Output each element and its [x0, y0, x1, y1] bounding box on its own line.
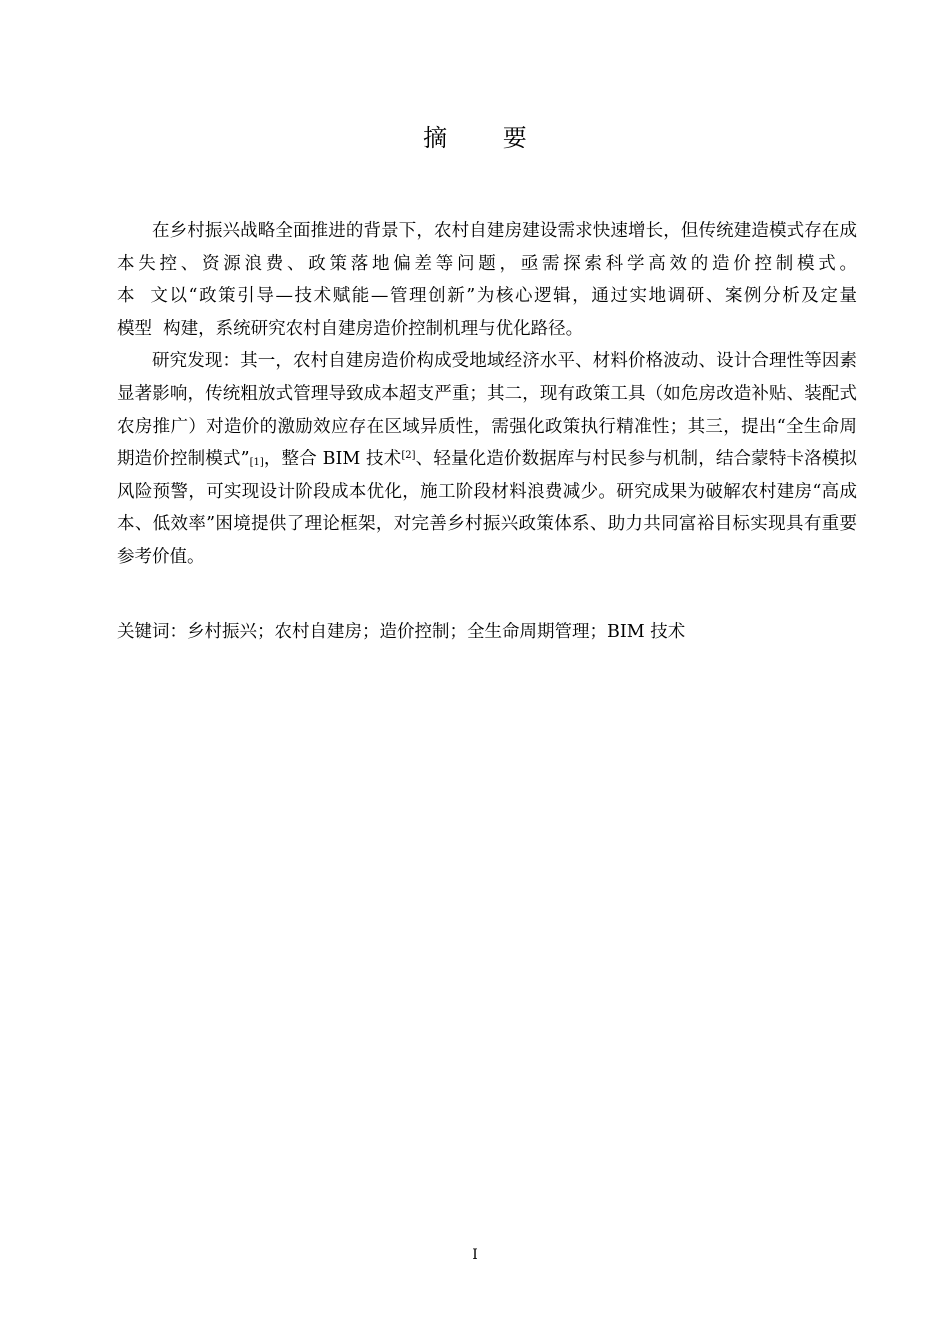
abstract-paragraph-1	[117, 215, 857, 345]
paragraph-line: 研究成果为破解农村建房“高成本、低效率”困境提供了理论框架，对完善乡村振兴政策体	[117, 481, 857, 535]
keywords-label: 关键词：	[117, 622, 187, 642]
citation-ref-2: [2]	[401, 450, 416, 462]
paragraph-line: ，整合 BIM 技术	[263, 449, 402, 470]
paragraph-line: 补贴、装配式农房推广）对造价的激励效应存在区域异质性，需强化政策执行精准性；其	[117, 383, 858, 437]
paragraph-line: 、轻量化造价数据库与村民参与	[415, 449, 663, 470]
paragraph-line: 等因素显著影响，传统粗放式管理导致成本超支严重；其二，现有政策工具（如危房改造	[117, 351, 858, 404]
paragraph-line: 机制，结合蒙特卡洛模拟风险预警，可实现设计阶段成本优化，施工阶段材料浪费减少。	[117, 449, 857, 502]
paragraph-line: 研究发现：其一，农村自建房造价构成受地域经济水平、材料价格波动、设计合理性	[152, 351, 805, 372]
keywords-text: 乡村振兴；农村自建房；造价控制；全生命周期管理；BIM 技术	[187, 622, 686, 642]
paragraph-line: 存在成本失控、资源浪费、政策落地偏差等问题，亟需探索科学高效的造价控制模式。	[117, 221, 858, 274]
abstract-body	[117, 215, 857, 574]
page-number: I	[472, 1247, 478, 1263]
paragraph-line: 模型 构建，系统研究农村自建房造价控制机理与优化路径。	[117, 318, 584, 339]
citation-ref-1: [1]	[249, 457, 264, 469]
keywords-line	[117, 617, 685, 647]
paragraph-line: 系、助力共同富裕目标实现具有重要参考价值。	[117, 514, 858, 567]
paragraph-line: 三，提出“全生命周期造价控制模式”	[117, 416, 857, 470]
paragraph-line: 在乡村振兴战略全面推进的背景下，农村自建房建设需求快速增长，但传统建造模式	[152, 221, 805, 241]
abstract-title: 摘 要	[423, 124, 551, 152]
paragraph-line: 本 文以“政策引导—技术赋能—管理创新”为核心逻辑，通过实地调研、案例分析及定量	[117, 286, 857, 307]
abstract-paragraph-2	[117, 345, 857, 573]
